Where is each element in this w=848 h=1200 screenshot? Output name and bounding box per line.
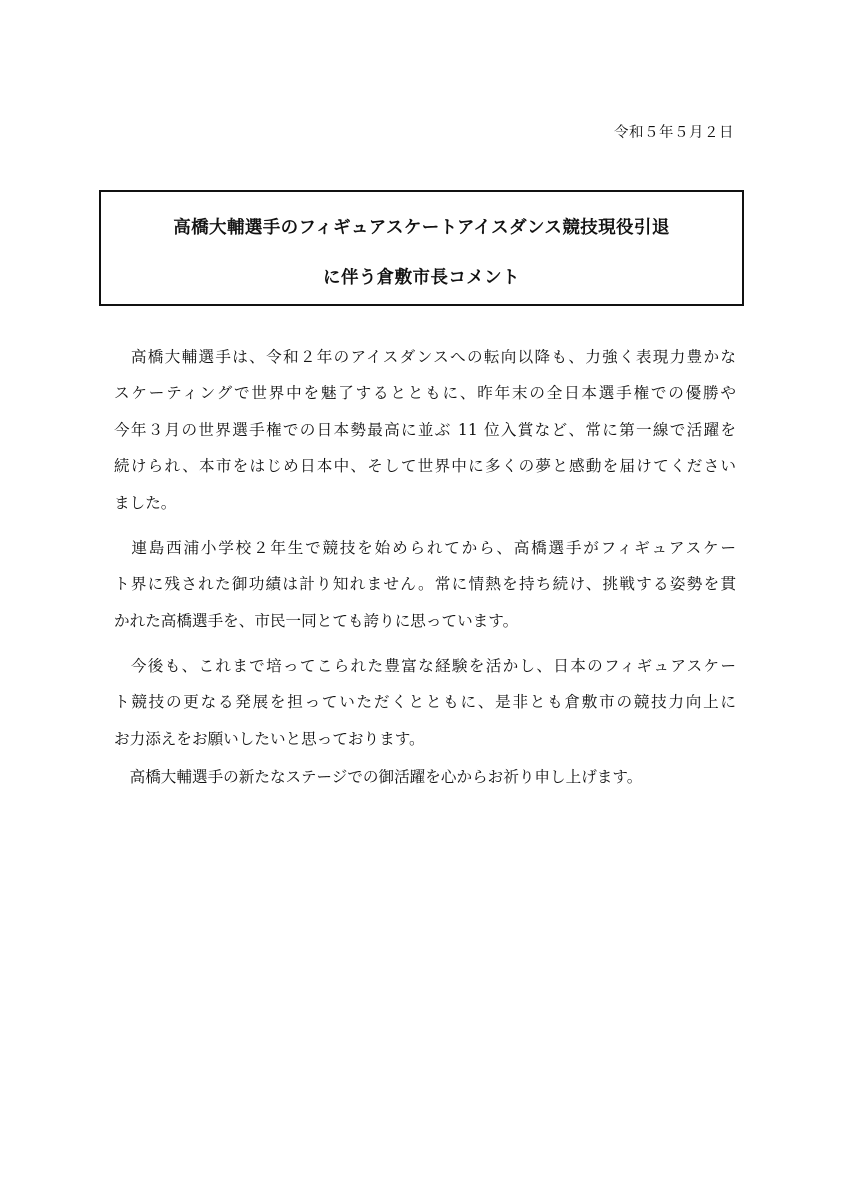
body-line: 今後も、これまで培ってこられた豊富な経験を活かし、日本のフィギュアスケー (114, 657, 736, 675)
body-line: スケーティングで世界中を魅了するとともに、昨年末の全日本選手権での優勝や (114, 384, 736, 402)
body-line: 連島西浦小学校２年生で競技を始められてから、高橋選手がフィギュアスケー (114, 539, 736, 557)
body-line: お力添えをお願いしたいと思っております。 (114, 730, 425, 748)
body-line: ました。 (114, 494, 177, 512)
document-date: 令和５年５月２日 (614, 125, 734, 141)
document-title-line-1: 高橋大輔選手のフィギュアスケートアイスダンス競技現役引退 (173, 218, 670, 238)
body-line: ト競技の更なる発展を担っていただくとともに、是非とも倉敷市の競技力向上に (114, 693, 736, 711)
body-line: 高橋大輔選手の新たなステージでの御活躍を心からお祈り申し上げます。 (114, 768, 643, 786)
body-line: 高橋大輔選手は、令和２年のアイスダンスへの転向以降も、力強く表現力豊かな (114, 348, 736, 366)
body-line: 続けられ、本市をはじめ日本中、そして世界中に多くの夢と感動を届けてください (114, 457, 736, 475)
document-title-line-2: に伴う倉敷市長コメント (323, 268, 520, 288)
body-line: かれた高橋選手を、市民一同とても誇りに思っています。 (114, 612, 519, 630)
body-line: 今年３月の世界選手権での日本勢最高に並ぶ 11 位入賞など、常に第一線で活躍を (114, 421, 736, 439)
title-box (99, 190, 744, 306)
body-line: ト界に残された御功績は計り知れません。常に情熱を持ち続け、挑戦する姿勢を貫 (114, 575, 736, 593)
